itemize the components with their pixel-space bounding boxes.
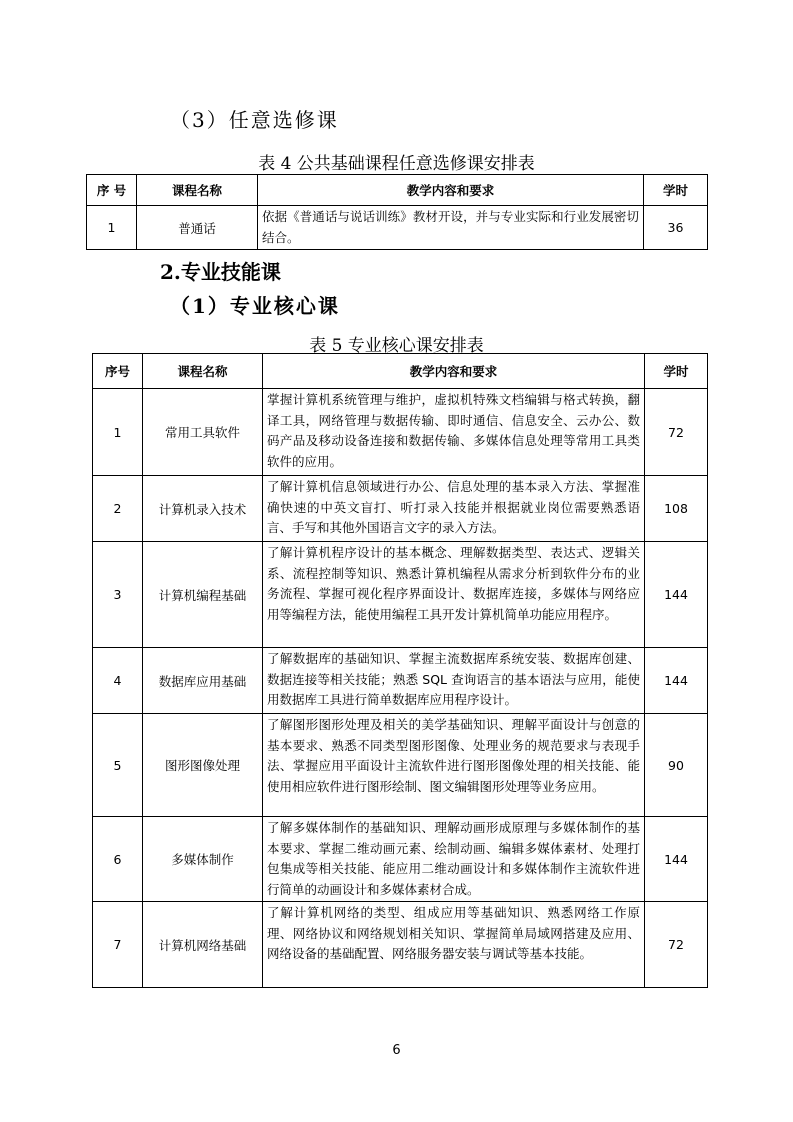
- course-name: 计算机编程基础: [143, 542, 263, 648]
- table4-caption: 表 4 公共基础课程任意选修课安排表: [258, 154, 535, 174]
- course-hours: 72: [645, 389, 708, 476]
- table-row: [93, 902, 708, 988]
- course-hours: 72: [645, 902, 708, 988]
- row-no: 3: [93, 542, 143, 648]
- course-content: 了解图形图形处理及相关的美学基础知识、理解平面设计与创意的基本要求、熟悉不同类型图形图像、处理业务的规范要求与表现手法、掌握应用平面设计主流软件进行图形图像处理的相关技能、能使用相应软件进行图形绘制、图文编辑图形处理等业务应用。: [263, 714, 645, 817]
- table5-header-hours: 学时: [645, 354, 708, 389]
- table-row: [93, 389, 708, 476]
- table-row: [93, 817, 708, 902]
- row-no: 7: [93, 902, 143, 988]
- course-hours: 144: [645, 542, 708, 648]
- course-hours: 144: [645, 648, 708, 714]
- course-content: 了解数据库的基础知识、掌握主流数据库系统安装、数据库创建、数据连接等相关技能；熟悉 SQL 查询语言的基本语法与应用，能使用数据库工具进行简单数据库应用程序设计。: [263, 648, 645, 714]
- row-no: 4: [93, 648, 143, 714]
- table4: [86, 174, 708, 250]
- course-hours: 108: [645, 476, 708, 542]
- course-name: 普通话: [137, 206, 258, 250]
- table-row: [93, 648, 708, 714]
- table-row: [93, 542, 708, 648]
- row-no: 1: [93, 389, 143, 476]
- table4-header-no: 序 号: [87, 175, 137, 206]
- course-name: 计算机网络基础: [143, 902, 263, 988]
- table5-header-content: 教学内容和要求: [263, 354, 645, 389]
- table-row: [87, 206, 708, 250]
- table-row: [93, 476, 708, 542]
- table4-header-content: 教学内容和要求: [258, 175, 644, 206]
- row-no: 1: [87, 206, 137, 250]
- section-heading-skills: 2.专业技能课: [160, 260, 281, 284]
- table5-header-no: 序号: [93, 354, 143, 389]
- course-content: 了解计算机程序设计的基本概念、理解数据类型、表达式、逻辑关系、流程控制等知识、熟悉计算机编程从需求分析到软件分布的业务流程、掌握可视化程序界面设计、数据库连接，多媒体与网络应用等编程方法，能使用编程工具开发计算机简单功能应用程序。: [263, 542, 645, 648]
- row-no: 2: [93, 476, 143, 542]
- section-heading-core: （1）专业核心课: [170, 294, 340, 318]
- table4-header-name: 课程名称: [137, 175, 258, 206]
- row-no: 6: [93, 817, 143, 902]
- course-content: 了解计算机网络的类型、组成应用等基础知识、熟悉网络工作原理、网络协议和网络规划相关知识、掌握简单局域网搭建及应用、网络设备的基础配置、网络服务器安装与调试等基本技能。: [263, 902, 645, 988]
- course-content: 了解多媒体制作的基础知识、理解动画形成原理与多媒体制作的基本要求、掌握二维动画元素、绘制动画、编辑多媒体素材、处理打包集成等相关技能、能应用二维动画设计和多媒体制作主流软件进行简单的动画设计和多媒体素材合成。: [263, 817, 645, 902]
- page-number: 6: [392, 1043, 401, 1058]
- table5: [92, 353, 708, 988]
- course-content: 了解计算机信息领域进行办公、信息处理的基本录入方法、掌握准确快速的中英文盲打、听打录入技能并根据就业岗位需要熟悉语言、手写和其他外国语言文字的录入方法。: [263, 476, 645, 542]
- table5-caption: 表 5 专业核心课安排表: [309, 336, 484, 356]
- row-no: 5: [93, 714, 143, 817]
- course-content: 掌握计算机系统管理与维护，虚拟机特殊文档编辑与格式转换，翻译工具，网络管理与数据传输、即时通信、信息安全、云办公、数码产品及移动设备连接和数据传输、多媒体信息处理等常用工具类软件的应用。: [263, 389, 645, 476]
- course-name: 图形图像处理: [143, 714, 263, 817]
- table5-header-name: 课程名称: [143, 354, 263, 389]
- section-heading-elective: （3）任意选修课: [170, 108, 339, 132]
- course-name: 多媒体制作: [143, 817, 263, 902]
- course-name: 计算机录入技术: [143, 476, 263, 542]
- course-content: 依据《普通话与说话训练》教材开设，并与专业实际和行业发展密切结合。: [258, 206, 644, 250]
- course-name: 常用工具软件: [143, 389, 263, 476]
- course-hours: 144: [645, 817, 708, 902]
- course-hours: 36: [644, 206, 708, 250]
- table-row: [93, 714, 708, 817]
- course-hours: 90: [645, 714, 708, 817]
- table4-header-hours: 学时: [644, 175, 708, 206]
- course-name: 数据库应用基础: [143, 648, 263, 714]
